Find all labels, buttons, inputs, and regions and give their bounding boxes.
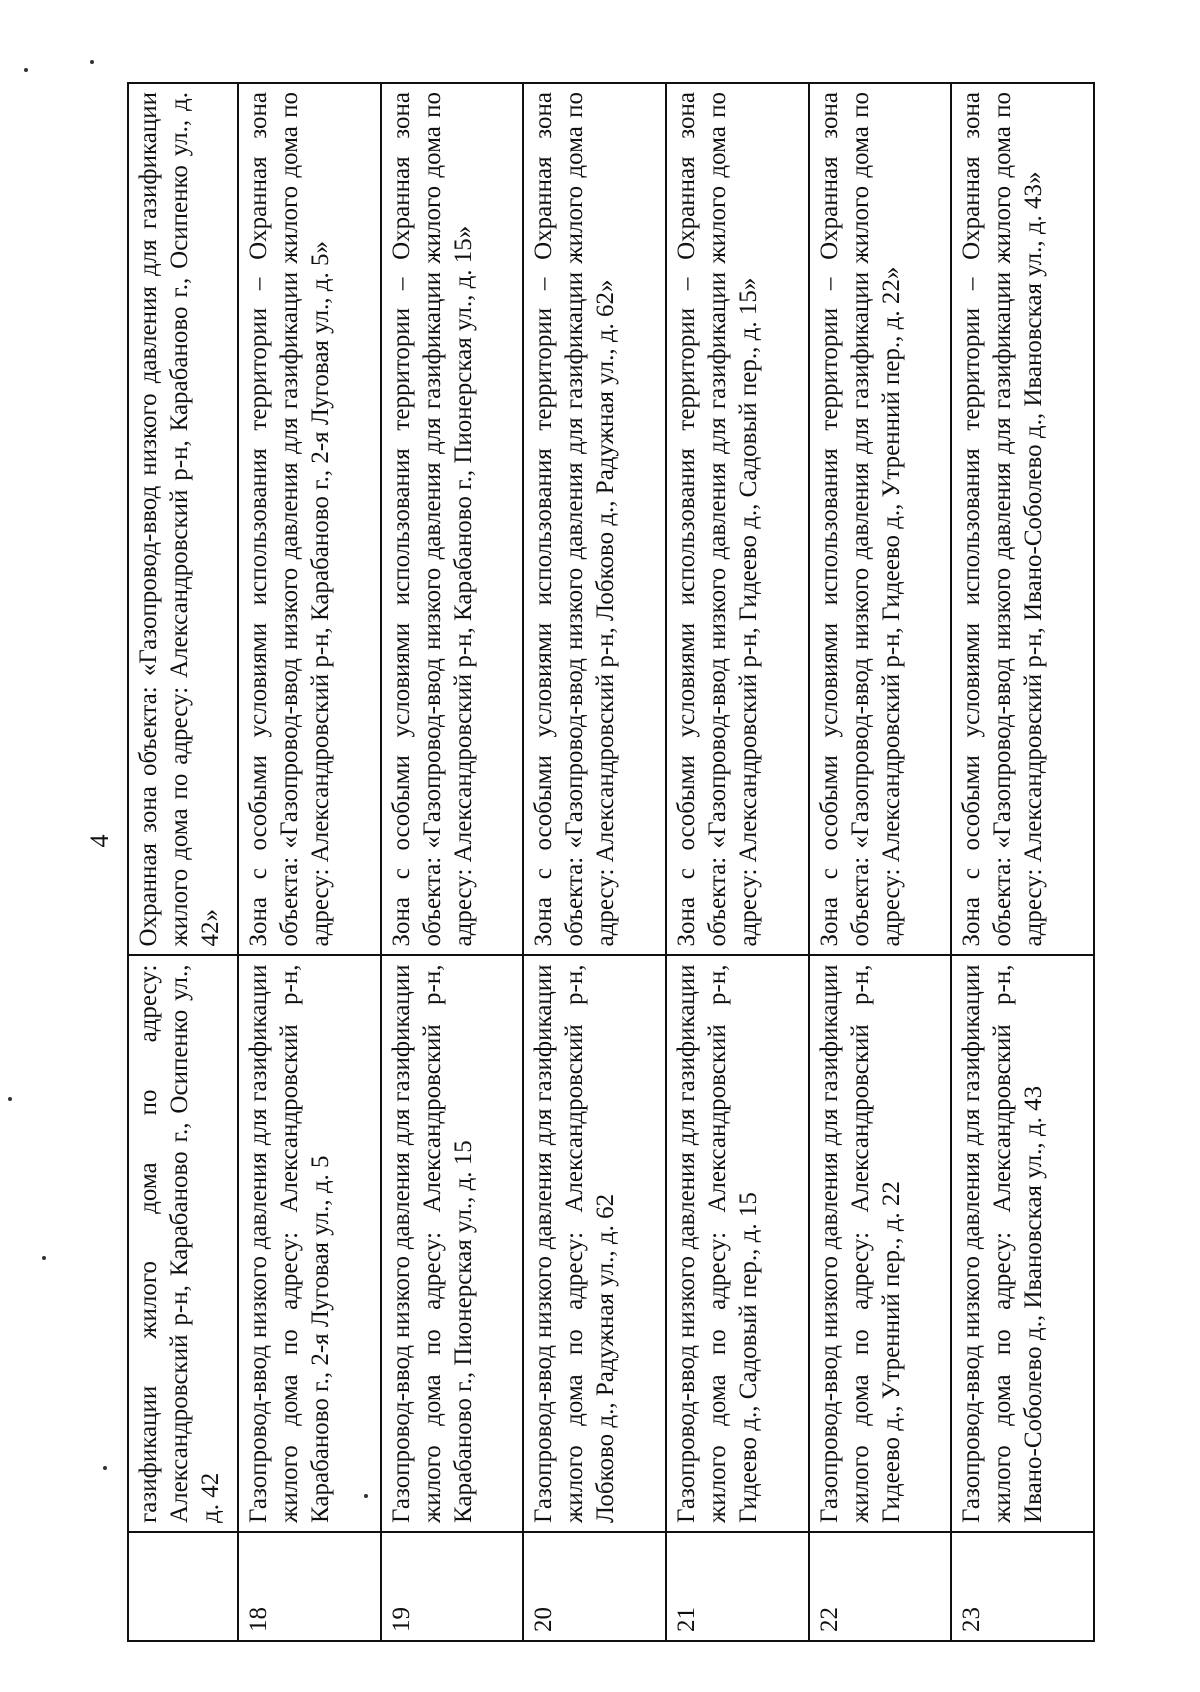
scan-speck — [103, 1466, 107, 1470]
table-row — [666, 83, 809, 1641]
zone-cell: Зона с особыми условиями использования территории – Охранная зона объекта: «Газопровод-ввод низкого давления для газификации жилого дома по адресу: Александровский р-н, Ивано-Соболево д., Ивановская ул., д. 43» — [951, 83, 1094, 956]
zone-cell: Зона с особыми условиями использования территории – Охранная зона объекта: «Газопровод-ввод низкого давления для газификации жилого дома по адресу: Александровский р-н, Гидеево д., Утренний пер., д. 22» — [809, 83, 952, 956]
scan-speck — [24, 68, 28, 72]
zone-cell: Зона с особыми условиями использования территории – Охранная зона объекта: «Газопровод-ввод низкого давления для газификации жилого дома по адресу: Александровский р-н, Карабаново г., 2-я Луговая ул., д. 5» — [238, 83, 381, 956]
page-number: 4 — [85, 834, 114, 848]
zone-cell: Охранная зона объекта: «Газопровод-ввод низкого давления для газификации жилого дома по адресу: Александровский р-н, Карабаново г., Осипенко ул., д. 42» — [128, 83, 238, 956]
zone-cell: Зона с особыми условиями использования территории – Охранная зона объекта: «Газопровод-ввод низкого давления для газификации жилого дома по адресу: Александровский р-н, Лобково д., Радужная ул., д. 62» — [523, 83, 666, 956]
row-number: 22 — [809, 1532, 952, 1641]
table-row — [238, 83, 381, 1641]
object-cell: Газопровод-ввод низкого давления для газификации жилого дома по адресу: Александровский р-н, Ивано-Соболево д., Ивановская ул., д. 43 — [951, 956, 1094, 1532]
object-cell: Газопровод-ввод низкого давления для газификации жилого дома по адресу: Александровский р-н, Лобково д., Радужная ул., д. 62 — [523, 956, 666, 1532]
row-number: 18 — [238, 1532, 381, 1641]
rotated-table-container — [127, 82, 1095, 1642]
object-cell: Газопровод-ввод низкого давления для газификации жилого дома по адресу: Александровский р-н, Карабаново г., 2-я Луговая ул., д. 5 — [238, 956, 381, 1532]
zone-cell: Зона с особыми условиями использования территории – Охранная зона объекта: «Газопровод-ввод низкого давления для газификации жилого дома по адресу: Александровский р-н, Карабаново г., Пионерская ул., д. 15» — [381, 83, 524, 956]
scan-speck — [8, 1097, 12, 1101]
object-cell: Газопровод-ввод низкого давления для газификации жилого дома по адресу: Александровский р-н, Гидеево д., Садовый пер., д. 15 — [666, 956, 809, 1532]
object-cell: Газопровод-ввод низкого давления для газификации жилого дома по адресу: Александровский р-н, Карабаново г., Пионерская ул., д. 15 — [381, 956, 524, 1532]
zones-table — [127, 82, 1095, 1642]
table-row — [128, 83, 238, 1641]
row-number: 21 — [666, 1532, 809, 1641]
scan-speck — [42, 1256, 46, 1260]
scan-speck — [90, 60, 94, 64]
row-number: 19 — [381, 1532, 524, 1641]
table-row — [809, 83, 952, 1641]
row-number: 20 — [523, 1532, 666, 1641]
table-row — [523, 83, 666, 1641]
table-row — [381, 83, 524, 1641]
zone-cell: Зона с особыми условиями использования территории – Охранная зона объекта: «Газопровод-ввод низкого давления для газификации жилого дома по адресу: Александровский р-н, Гидеево д., Садовый пер., д. 15» — [666, 83, 809, 956]
object-cell: Газопровод-ввод низкого давления для газификации жилого дома по адресу: Александровский р-н, Гидеево д., Утренний пер., д. 22 — [809, 956, 952, 1532]
table-row — [951, 83, 1094, 1641]
row-number: 23 — [951, 1532, 1094, 1641]
object-cell: газификации жилого дома по адресу: Александровский р-н, Карабаново г., Осипенко ул., д. 42 — [128, 956, 238, 1532]
row-number — [128, 1532, 238, 1641]
